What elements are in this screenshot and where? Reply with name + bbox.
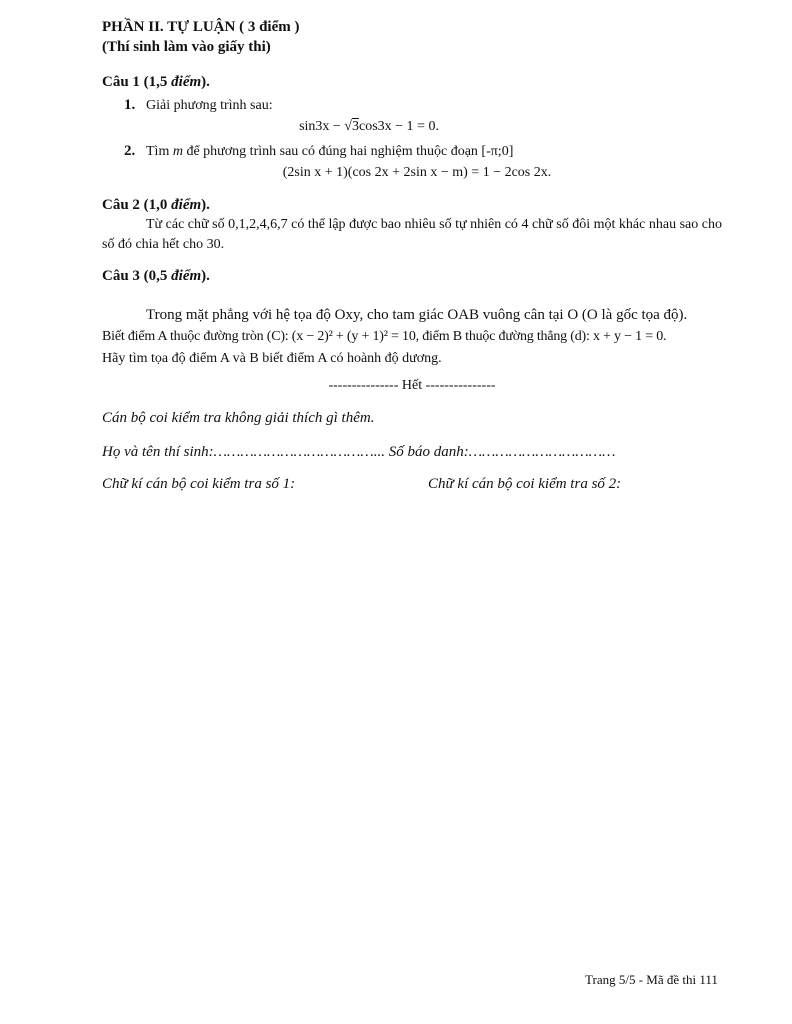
part-title: PHẦN II. TỰ LUẬN ( 3 điểm ) xyxy=(102,19,300,35)
no-explain-note: Cán bộ coi kiểm tra không giải thích gì thêm. xyxy=(102,410,375,426)
q1-end: ). xyxy=(201,74,210,90)
q2-points: điểm xyxy=(171,197,202,213)
q1-points: điểm xyxy=(171,74,202,90)
q1-item-2 xyxy=(102,141,722,162)
q3-line-2: Biết điểm A thuộc đường tròn (C): (x − 2)² + (y + 1)² = 10, điểm B thuộc đường thẳng (d): x + y − 1 = 0. xyxy=(102,329,667,344)
q1-formula-1-sqrt: 3 xyxy=(351,119,359,134)
q1-formula-1-a: sin3x − xyxy=(299,119,345,134)
signature-2-label: Chữ kí cán bộ coi kiểm tra số 2: xyxy=(428,476,622,492)
q1-item-2-number: 2. xyxy=(124,143,136,159)
q1-item-2-m: m xyxy=(172,144,183,159)
q1-item-2-text-b: để phương trình sau có đúng hai nghiệm thuộc đoạn [-π;0] xyxy=(182,144,514,159)
question-1-title xyxy=(102,73,722,92)
sqrt-sign: √ xyxy=(344,119,352,134)
part-note: (Thí sinh làm vào giấy thi) xyxy=(102,39,271,55)
q1-item-2-text-a: Tìm xyxy=(146,144,173,159)
q1-label: Câu 1 (1,5 xyxy=(102,74,172,90)
signature-row xyxy=(102,476,722,493)
signature-1-label: Chữ kí cán bộ coi kiểm tra số 1: xyxy=(102,476,296,492)
candidate-name-line: Họ và tên thí sinh:………………………………... Số báo danh:…………………………… xyxy=(102,444,616,460)
q3-line-3: Hãy tìm tọa độ điểm A và B biết điểm A có hoành độ dương. xyxy=(102,351,442,366)
q3-label: Câu 3 (0,5 xyxy=(102,268,172,284)
q1-formula-1 xyxy=(16,116,722,138)
q3-line-1: Trong mặt phẳng với hệ tọa độ Oxy, cho tam giác OAB vuông cân tại O (O là gốc tọa độ). xyxy=(146,307,688,323)
q1-item-1-text: Giải phương trình sau: xyxy=(146,98,273,113)
question-2-title xyxy=(102,196,722,215)
q1-item-1 xyxy=(102,95,722,116)
q1-formula-2-text: (2sin x + 1)(cos 2x + 2sin x − m) = 1 − 2cos 2x. xyxy=(282,165,552,180)
q3-end: ). xyxy=(201,268,210,284)
exam-page xyxy=(102,18,722,493)
q1-item-1-number: 1. xyxy=(124,97,136,113)
end-divider: --------------- Hết --------------- xyxy=(328,378,496,393)
page-footer: Trang 5/5 - Mã đề thi 111 xyxy=(585,972,718,987)
q1-formula-2 xyxy=(112,162,722,184)
q3-points: điểm xyxy=(171,268,202,284)
q2-end: ). xyxy=(201,197,210,213)
q2-text: Từ các chữ số 0,1,2,4,6,7 có thể lập được bao nhiêu số tự nhiên có 4 chữ số đôi một khác nhau sao cho số đó chia hết cho 30. xyxy=(102,217,722,252)
q2-label: Câu 2 (1,0 xyxy=(102,197,172,213)
question-3-title xyxy=(102,267,722,286)
q1-formula-1-b: cos3x − 1 = 0. xyxy=(358,119,439,134)
